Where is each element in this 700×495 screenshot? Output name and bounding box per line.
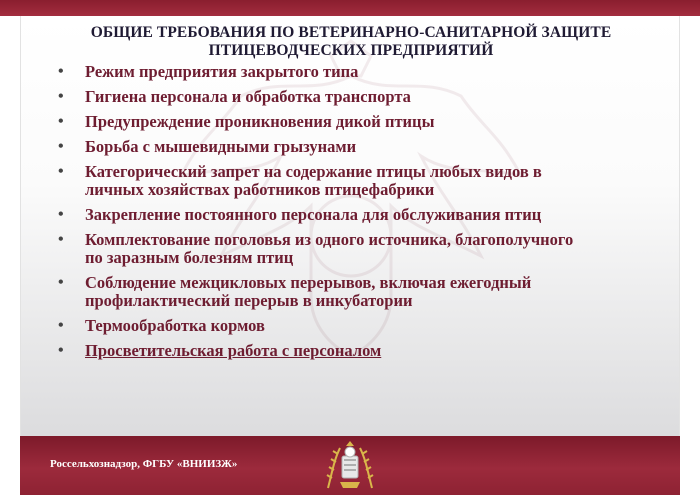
list-item-text: Категорический запрет на содержание птицы любых видов в	[85, 162, 542, 181]
list-item	[58, 138, 658, 156]
requirements-list	[58, 63, 658, 360]
top-accent-bar	[0, 0, 700, 16]
list-item	[58, 206, 658, 224]
list-item-text: Соблюдение межцикловых перерывов, включая ежегодный	[85, 273, 532, 292]
bullet-dot-icon: •	[58, 163, 64, 180]
bullet-dot-icon: •	[58, 231, 64, 248]
list-item-text-continued: профилактический перерыв в инкубатории	[85, 291, 413, 310]
bullet-dot-icon: •	[58, 88, 64, 105]
list-item-text: Гигиена персонала и обработка транспорта	[85, 87, 411, 106]
list-item	[58, 88, 658, 106]
bullet-dot-icon: •	[58, 113, 64, 130]
list-item-text-continued: личных хозяйствах работников птицефабрики	[85, 180, 435, 199]
footer-organization: Россельхознадзор, ФГБУ «ВНИИЗЖ»	[50, 458, 238, 470]
bullet-dot-icon: •	[58, 206, 64, 223]
list-item	[58, 317, 658, 335]
footer-bar	[20, 436, 680, 495]
bullet-dot-icon: •	[58, 138, 64, 155]
rosselkhoznadzor-emblem-icon	[320, 438, 380, 493]
list-item	[58, 274, 658, 310]
list-item-text: Термообработка кормов	[85, 316, 265, 335]
list-item	[58, 63, 658, 81]
list-item-text: Режим предприятия закрытого типа	[85, 62, 359, 81]
list-item	[58, 113, 658, 131]
slide-title-line-1: ОБЩИЕ ТРЕБОВАНИЯ ПО ВЕТЕРИНАРНО-САНИТАРНОЙ ЗАЩИТЕ	[90, 24, 612, 41]
list-item-text: Борьба с мышевидными грызунами	[85, 137, 357, 156]
list-item	[58, 163, 658, 199]
list-item-text-continued: по заразным болезням птиц	[85, 248, 294, 267]
list-item-text: Предупреждение проникновения дикой птицы	[85, 112, 435, 131]
list-item	[58, 231, 658, 267]
bullet-dot-icon: •	[58, 342, 64, 359]
bullet-dot-icon: •	[58, 274, 64, 291]
list-item-text: Закрепление постоянного персонала для обслуживания птиц	[85, 205, 542, 224]
bullet-dot-icon: •	[58, 317, 64, 334]
bullet-dot-icon: •	[58, 63, 64, 80]
list-item-text: Комплектование поголовья из одного источника, благополучного	[85, 230, 574, 249]
list-item-link[interactable]	[58, 342, 658, 360]
slide-title-line-2: ПТИЦЕВОДЧЕСКИХ ПРЕДПРИЯТИЙ	[208, 42, 494, 59]
list-item-text[interactable]: Просветительская работа с персоналом	[85, 341, 382, 360]
slide-title	[21, 24, 680, 60]
